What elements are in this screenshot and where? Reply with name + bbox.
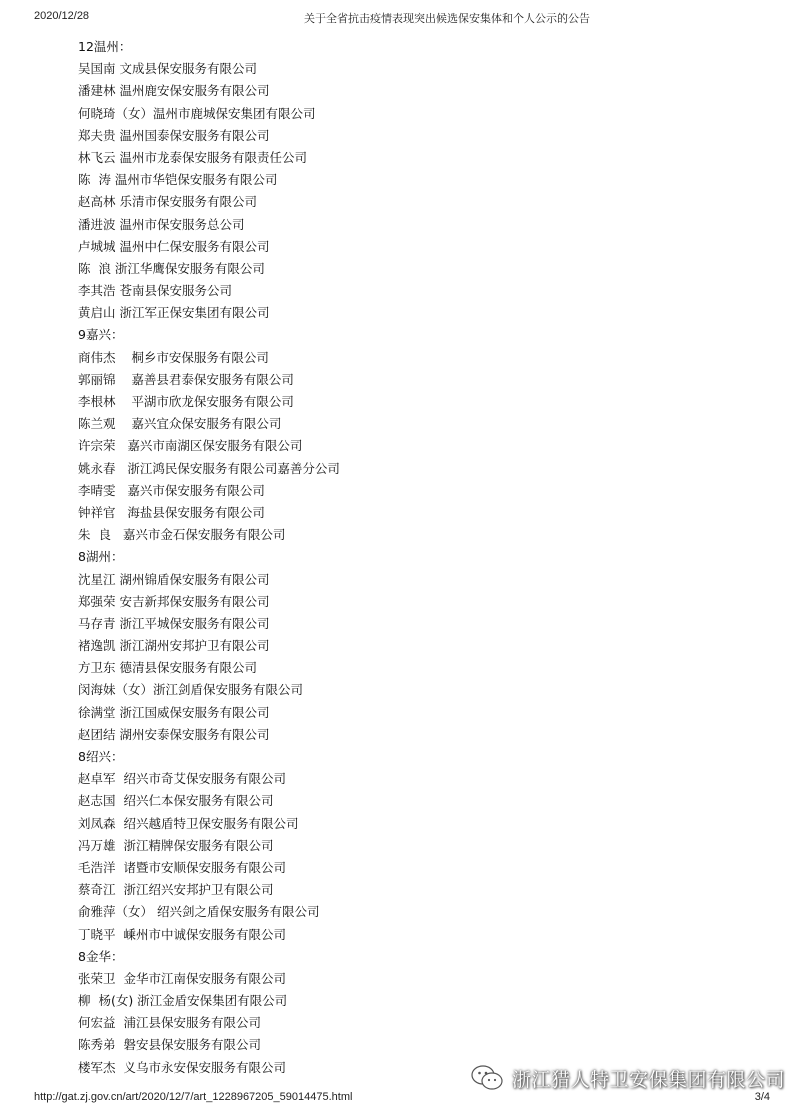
list-item: 徐满堂 浙江国威保安服务有限公司 (78, 704, 270, 720)
list-item: 许宗荣 嘉兴市南湖区保安服务有限公司 (78, 438, 303, 454)
list-item: 赵卓军 绍兴市奇艾保安服务有限公司 (78, 771, 286, 787)
list-item: 郑强荣 安吉新邦保安服务有限公司 (78, 593, 270, 609)
list-item: 沈星江 湖州锦盾保安服务有限公司 (78, 571, 270, 587)
list-item: 林飞云 温州市龙泰保安服务有限责任公司 (78, 149, 307, 165)
section-heading-huzhou: 8湖州： (78, 549, 124, 565)
list-item: 闵海妹（女）浙江剑盾保安服务有限公司 (78, 682, 304, 698)
page-footer (34, 1085, 770, 1103)
list-item: 张荣卫 金华市江南保安服务有限公司 (78, 970, 286, 986)
list-item: 赵志国 绍兴仁本保安服务有限公司 (78, 793, 274, 809)
list-item: 毛浩洋 诸暨市安顺保安服务有限公司 (78, 859, 286, 875)
list-item: 黄启山 浙江军正保安集团有限公司 (78, 305, 270, 321)
list-item: 钟祥官 海盐县保安服务有限公司 (78, 504, 265, 520)
page-number: 3/4 (754, 1091, 770, 1103)
watermark-text: 浙江猎人特卫安保集团有限公司 (512, 1068, 786, 1091)
list-item: 赵团结 湖州安泰保安服务有限公司 (78, 726, 270, 742)
list-item: 李根林 平湖市欣龙保安服务有限公司 (78, 394, 294, 409)
list-item: 陈 涛 温州市华铠保安服务有限公司 (78, 172, 278, 188)
list-item: 李其浩 苍南县保安服务公司 (78, 283, 232, 299)
list-item: 潘建林 温州鹿安保安服务有限公司 (78, 83, 270, 99)
candidate-list (78, 36, 778, 1079)
section-heading-jiaxing: 9嘉兴： (78, 327, 124, 343)
list-item: 何晓琦（女）温州市鹿城保安集团有限公司 (78, 105, 316, 121)
list-item: 朱 良 嘉兴市金石保安服务有限公司 (78, 527, 286, 543)
list-item: 陈秀弟 磐安县保安服务有限公司 (78, 1037, 261, 1053)
list-item: 赵高林 乐清市保安服务有限公司 (78, 194, 257, 210)
header-date: 2020/12/28 (34, 10, 90, 22)
list-item: 冯万雄 浙江精牌保安服务有限公司 (78, 837, 274, 853)
list-item: 何宏益 浦江县保安服务有限公司 (78, 1015, 261, 1031)
page-header (34, 10, 764, 28)
list-item: 俞雅萍（女） 绍兴剑之盾保安服务有限公司 (78, 904, 320, 920)
list-item: 褚逸凯 浙江湖州安邦护卫有限公司 (78, 638, 270, 654)
list-item: 李晴雯 嘉兴市保安服务有限公司 (78, 482, 265, 498)
list-item: 方卫东 德清县保安服务有限公司 (78, 660, 257, 676)
list-item: 蔡奇江 浙江绍兴安邦护卫有限公司 (78, 882, 274, 898)
list-item: 陈 浪 浙江华鹰保安服务有限公司 (78, 260, 265, 276)
list-item: 郑夫贵 温州国泰保安服务有限公司 (78, 127, 270, 143)
list-item: 商伟杰 桐乡市安保服务有限公司 (78, 349, 269, 365)
section-heading-wenzhou: 12温州： (78, 39, 132, 54)
list-item: 潘进波 温州市保安服务总公司 (78, 216, 245, 232)
list-item: 楼军杰 义乌市永安保安服务有限公司 (78, 1059, 286, 1075)
footer-url: http://gat.zj.gov.cn/art/2020/12/7/art_1228967205_59014475.html (34, 1091, 353, 1103)
list-item: 陈兰观 嘉兴宜众保安服务有限公司 (78, 416, 282, 432)
list-item: 卢城城 温州中仁保安服务有限公司 (78, 238, 270, 254)
list-item: 丁晓平 嵊州市中诚保安服务有限公司 (78, 926, 286, 942)
list-item: 柳 杨(女) 浙江金盾安保集团有限公司 (78, 993, 288, 1009)
header-title: 关于全省抗击疫情表现突出候选保安集体和个人公示的公告 (304, 12, 590, 25)
list-item: 吴国南 文成县保安服务有限公司 (78, 61, 257, 77)
list-item: 姚永春 浙江鸿民保安服务有限公司嘉善分公司 (78, 460, 340, 476)
list-item: 刘凤森 绍兴越盾特卫保安服务有限公司 (78, 815, 299, 831)
section-heading-shaoxing: 8绍兴： (78, 749, 124, 764)
section-heading-jinhua: 8金华： (78, 948, 124, 964)
list-item: 马存青 浙江平城保安服务有限公司 (78, 615, 270, 631)
list-item: 郭丽锦 嘉善县君泰保安服务有限公司 (78, 371, 294, 387)
